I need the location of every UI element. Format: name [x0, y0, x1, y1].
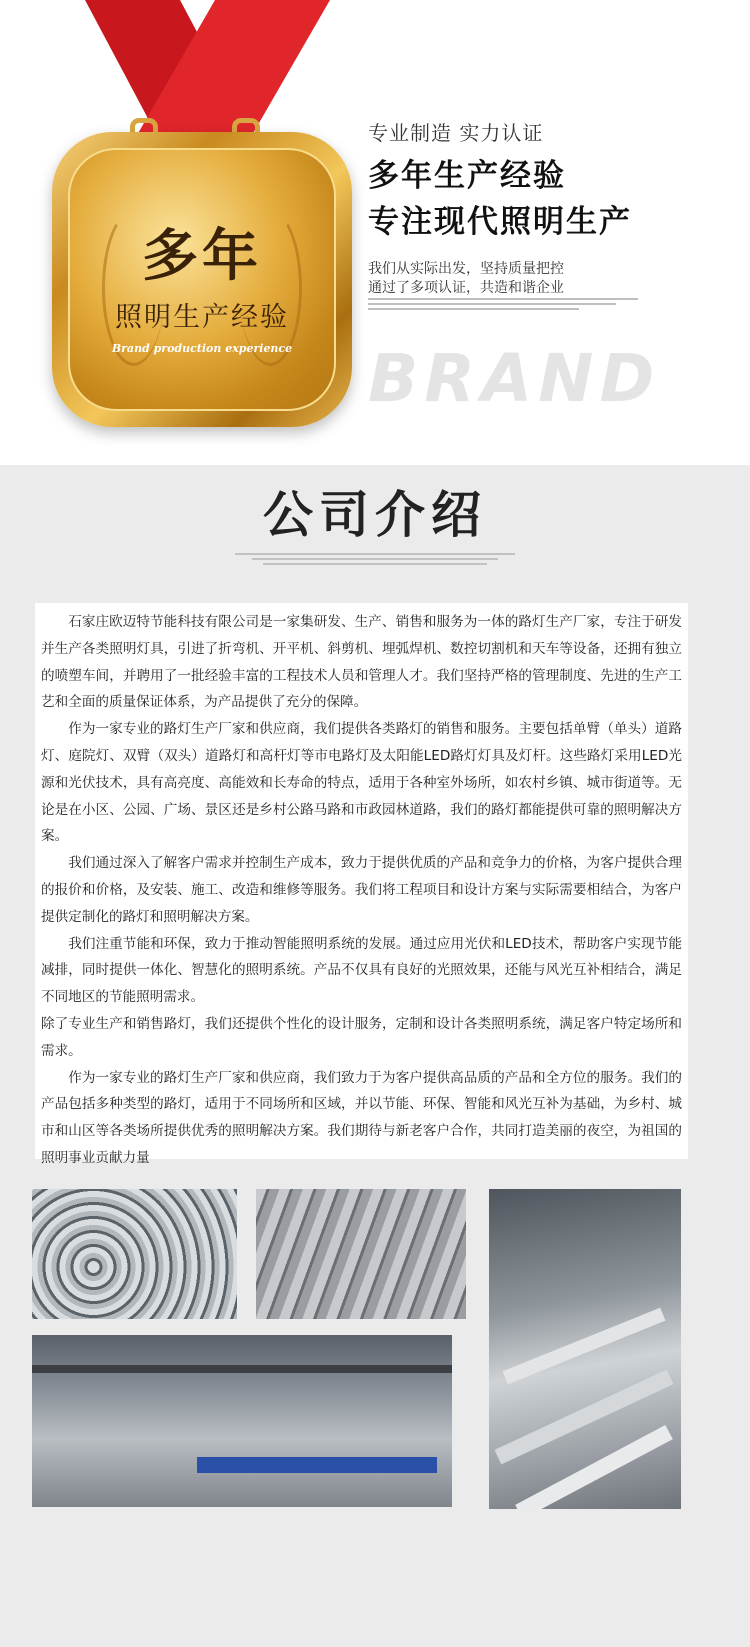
workshop-beam — [32, 1365, 452, 1373]
hero-section — [0, 0, 750, 480]
hero-headline-1: 多年生产经验 — [368, 158, 566, 194]
intro-title: 公司介绍 — [263, 486, 487, 544]
hero-desc-1: 我们从实际出发，坚持质量把控 — [368, 261, 564, 277]
hero-headline-2: 专注现代照明生产 — [368, 204, 632, 240]
medal-english-text: Brand production experience — [111, 342, 293, 355]
intro-paragraph: 我们通过深入了解客户需求并控制生产成本，致力于提供优质的产品和竞争力的价格，为客户提供合理的报价和价格，及安装、施工、改造和维修等服务。我们将工程项目和设计方案与实际需要相结合，为客户提供定制化的路灯和照明解决方案。 — [41, 855, 682, 925]
intro-decorative-fine-text — [235, 553, 515, 568]
factory-photo-pipes — [32, 1189, 237, 1319]
hero-desc-2: 通过了多项认证，共造和谐企业 — [368, 280, 564, 296]
medal-sub-text: 照明生产经验 — [115, 302, 289, 333]
factory-photo-workshop — [32, 1335, 452, 1507]
intro-paragraph: 作为一家专业的路灯生产厂家和供应商，我们致力于为客户提供高品质的产品和全方位的服务。我们的产品包括多种类型的路灯，适用于不同场所和区域，并以节能、环保、智能和风光互补为基础，为乡村、城市和山区等各类场所提供优秀的照明解决方案。我们期待与新老客户合作，共同打造美丽的夜空，为祖国的照明事业贡献力量 — [41, 1069, 682, 1166]
medal-face — [68, 148, 336, 411]
brand-watermark: BRAND — [368, 340, 661, 417]
pole-stack-beam — [503, 1308, 666, 1385]
hero-decorative-fine-text — [368, 298, 638, 313]
factory-photo-pole-stack — [489, 1189, 681, 1509]
intro-text-card — [35, 603, 688, 1166]
intro-paragraph: 石家庄欧迈特节能科技有限公司是一家集研发、生产、销售和服务为一体的路灯生产厂家，专注于研发并生产各类照明灯具，引进了折弯机、开平机、斜剪机、埋弧焊机、数控切割机和天车等设备，还拥有独立的喷塑车间，并聘用了一批经验丰富的工程技术人员和管理人才。我们坚持严格的管理制度、先进的生产工艺和全面的质量保证体系，为产品提供了充分的保障。 — [41, 614, 682, 711]
gold-medal — [52, 132, 352, 427]
intro-paragraph: 除了专业生产和销售路灯，我们还提供个性化的设计服务，定制和设计各类照明系统，满足客户特定场所和需求。 — [41, 1015, 682, 1059]
intro-paragraph: 作为一家专业的路灯生产厂家和供应商，我们提供各类路灯的销售和服务。主要包括单臂（单头）道路灯、庭院灯、双臂（双头）道路灯和高杆灯等市电路灯及太阳能LED路灯灯具及灯杆。这些路灯采用LED光源和光伏技术，具有高亮度、高能效和长寿命的特点，适用于各种室外场所，如农村乡镇、城市街道等。无论是在小区、公园、广场、景区还是乡村公路马路和市政园林道路，我们的路灯都能提供可靠的照明解决方案。 — [41, 721, 682, 845]
workshop-blue-poles — [197, 1457, 437, 1473]
hero-tagline: 专业制造 实力认证 — [368, 121, 544, 145]
factory-photo-poles — [256, 1189, 466, 1319]
intro-paragraph: 我们注重节能和环保，致力于推动智能照明系统的发展。通过应用光伏和LED技术，帮助客户实现节能减排，同时提供一体化、智慧化的照明系统。产品不仅具有良好的光照效果，还能与风光互补相结合，满足不同地区的节能照明需求。 — [41, 935, 682, 1006]
medal-big-text: 多年 — [142, 224, 262, 289]
